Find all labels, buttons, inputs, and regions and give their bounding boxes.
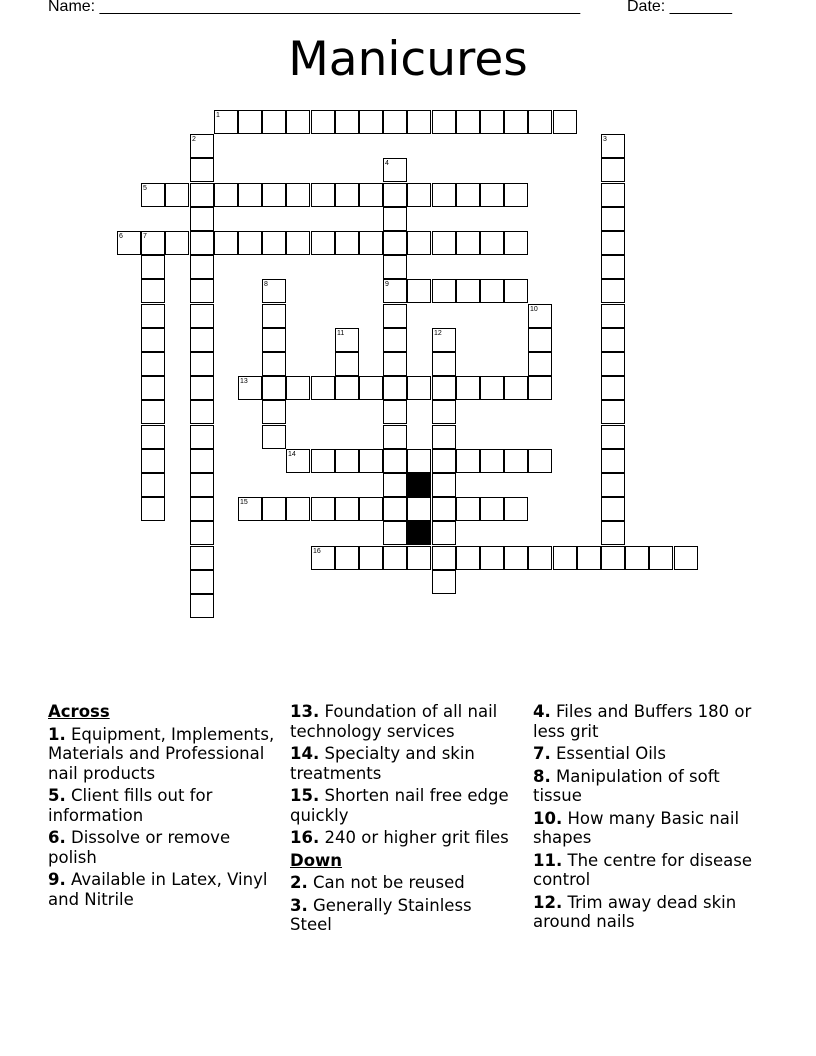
grid-cell[interactable]: [383, 328, 407, 352]
clue-number-label: 11: [337, 330, 345, 337]
grid-cell[interactable]: [432, 231, 456, 255]
grid-cell[interactable]: [601, 231, 625, 255]
grid-cell[interactable]: [359, 376, 383, 400]
grid-cell[interactable]: [262, 400, 286, 424]
grid-cell[interactable]: [383, 231, 407, 255]
clue-down: 12. Trim away dead skin around nails: [533, 892, 737, 931]
grid-cell[interactable]: [383, 521, 407, 545]
clue-across: 5. Client fills out for information: [48, 786, 213, 825]
grid-cell[interactable]: [190, 255, 214, 279]
grid-cell[interactable]: [432, 546, 456, 570]
grid-cell[interactable]: [407, 279, 431, 303]
grid-cell[interactable]: [238, 110, 262, 134]
grid-cell[interactable]: [190, 328, 214, 352]
clue-number-label: 15: [240, 499, 248, 506]
grid-cell[interactable]: [601, 158, 625, 182]
grid-cell[interactable]: [601, 207, 625, 231]
grid-cell[interactable]: [432, 570, 456, 594]
grid-cell[interactable]: [262, 231, 286, 255]
grid-cell[interactable]: [456, 110, 480, 134]
grid-cell[interactable]: [601, 279, 625, 303]
grid-cell[interactable]: [359, 497, 383, 521]
grid-cell[interactable]: [335, 376, 359, 400]
grid-cell[interactable]: [601, 255, 625, 279]
grid-cell[interactable]: [190, 570, 214, 594]
grid-cell[interactable]: [504, 376, 528, 400]
grid-cell[interactable]: [141, 352, 165, 376]
grid-cell[interactable]: [262, 328, 286, 352]
clue-across: 16. 240 or higher grit files: [290, 828, 509, 847]
grid-cell[interactable]: [553, 110, 577, 134]
grid-cell[interactable]: [383, 207, 407, 231]
grid-cell[interactable]: [407, 497, 431, 521]
clue-number-label: 4: [385, 160, 389, 167]
grid-cell[interactable]: [335, 497, 359, 521]
grid-cell[interactable]: [528, 449, 552, 473]
grid-cell[interactable]: [359, 231, 383, 255]
clue-down: 8. Manipulation of soft tissue: [533, 766, 720, 805]
grid-cell[interactable]: [214, 231, 238, 255]
grid-cell[interactable]: [528, 546, 552, 570]
grid-cell[interactable]: [553, 546, 577, 570]
grid-cell[interactable]: [432, 497, 456, 521]
grid-cell[interactable]: [190, 231, 214, 255]
grid-cell[interactable]: [528, 352, 552, 376]
grid-cell[interactable]: [480, 231, 504, 255]
grid-cell[interactable]: [407, 546, 431, 570]
clue-number-label: 3: [603, 136, 607, 143]
grid-cell[interactable]: [480, 183, 504, 207]
grid-cell[interactable]: [190, 158, 214, 182]
black-cell: [407, 473, 431, 497]
grid-cell[interactable]: [432, 376, 456, 400]
grid-cell[interactable]: [456, 376, 480, 400]
grid-cell[interactable]: [190, 473, 214, 497]
grid-cell[interactable]: [432, 521, 456, 545]
grid-cell[interactable]: [190, 594, 214, 618]
clue-across: 15. Shorten nail free edge quickly: [290, 786, 509, 825]
grid-cell[interactable]: [601, 304, 625, 328]
clue-number-label: 8: [264, 281, 268, 288]
clue-number-label: 7: [143, 233, 147, 240]
grid-cell[interactable]: [504, 449, 528, 473]
grid-cell[interactable]: [601, 449, 625, 473]
grid-cell[interactable]: [407, 183, 431, 207]
clue-number-label: 13: [240, 378, 248, 385]
grid-cell[interactable]: [141, 400, 165, 424]
grid-cell[interactable]: [407, 449, 431, 473]
grid-cell[interactable]: [432, 110, 456, 134]
grid-cell[interactable]: [359, 110, 383, 134]
grid-cell[interactable]: [262, 352, 286, 376]
grid-cell[interactable]: [335, 183, 359, 207]
grid-cell[interactable]: [214, 183, 238, 207]
grid-cell[interactable]: [625, 546, 649, 570]
grid-cell[interactable]: [504, 279, 528, 303]
grid-cell[interactable]: [383, 473, 407, 497]
grid-cell[interactable]: [407, 231, 431, 255]
grid-cell[interactable]: [432, 279, 456, 303]
grid-cell[interactable]: [141, 449, 165, 473]
grid-cell[interactable]: [456, 279, 480, 303]
clue-number-label: 1: [216, 112, 220, 119]
clue-number-label: 14: [288, 451, 296, 458]
grid-cell[interactable]: [383, 449, 407, 473]
grid-cell[interactable]: [407, 110, 431, 134]
grid-cell[interactable]: [601, 376, 625, 400]
clue-down: 11. The centre for disease control: [533, 850, 752, 889]
grid-cell[interactable]: [335, 449, 359, 473]
grid-cell[interactable]: [262, 425, 286, 449]
grid-cell[interactable]: [190, 304, 214, 328]
grid-cell[interactable]: [190, 546, 214, 570]
grid-cell[interactable]: [190, 521, 214, 545]
grid-cell[interactable]: [262, 183, 286, 207]
clue-column-2: [290, 702, 515, 938]
grid-cell[interactable]: [311, 110, 335, 134]
grid-cell[interactable]: [383, 183, 407, 207]
grid-cell[interactable]: [480, 546, 504, 570]
grid-cell[interactable]: [649, 546, 673, 570]
clue-across: 14. Specialty and skin treatments: [290, 744, 475, 783]
grid-cell[interactable]: [335, 231, 359, 255]
grid-cell[interactable]: [504, 110, 528, 134]
grid-cell[interactable]: [141, 497, 165, 521]
clue-across: 6. Dissolve or remove polish: [48, 828, 231, 867]
grid-cell[interactable]: [335, 546, 359, 570]
grid-cell[interactable]: [359, 449, 383, 473]
grid-cell[interactable]: [504, 546, 528, 570]
clue-number-label: 9: [385, 281, 389, 288]
grid-cell[interactable]: [165, 231, 189, 255]
name-field-label: Name: ______________________________________________________: [48, 0, 581, 15]
clue-number-label: 10: [530, 306, 538, 313]
grid-cell[interactable]: [601, 473, 625, 497]
down-heading: Down: [290, 850, 343, 870]
grid-cell[interactable]: [141, 376, 165, 400]
grid-cell[interactable]: [190, 376, 214, 400]
grid-cell[interactable]: [456, 546, 480, 570]
grid-cell[interactable]: [383, 255, 407, 279]
clue-column-3: [533, 702, 773, 935]
grid-cell[interactable]: [504, 183, 528, 207]
grid-cell[interactable]: [383, 304, 407, 328]
grid-cell[interactable]: [359, 183, 383, 207]
grid-cell[interactable]: [456, 449, 480, 473]
clue-column-1: [48, 702, 283, 912]
grid-cell[interactable]: [504, 231, 528, 255]
grid-cell[interactable]: [601, 328, 625, 352]
grid-cell[interactable]: [141, 473, 165, 497]
grid-cell[interactable]: [480, 376, 504, 400]
grid-cell[interactable]: [190, 183, 214, 207]
grid-cell[interactable]: [456, 183, 480, 207]
grid-cell[interactable]: [601, 546, 625, 570]
grid-cell[interactable]: [528, 110, 552, 134]
grid-cell[interactable]: [577, 546, 601, 570]
clue-across: 9. Available in Latex, Vinyl and Nitrile: [48, 870, 268, 909]
grid-cell[interactable]: [262, 110, 286, 134]
grid-cell[interactable]: [141, 304, 165, 328]
grid-cell[interactable]: [262, 497, 286, 521]
grid-cell[interactable]: [601, 497, 625, 521]
grid-cell[interactable]: [480, 449, 504, 473]
grid-cell[interactable]: [407, 376, 431, 400]
grid-cell[interactable]: [190, 279, 214, 303]
grid-cell[interactable]: [383, 425, 407, 449]
grid-cell[interactable]: [190, 352, 214, 376]
grid-cell[interactable]: [432, 352, 456, 376]
grid-cell[interactable]: [601, 352, 625, 376]
grid-cell[interactable]: [190, 497, 214, 521]
grid-cell[interactable]: [165, 183, 189, 207]
clue-number-label: 5: [143, 185, 147, 192]
grid-cell[interactable]: [286, 231, 310, 255]
clue-down: 10. How many Basic nail shapes: [533, 808, 740, 847]
grid-cell[interactable]: [335, 352, 359, 376]
grid-cell[interactable]: [141, 425, 165, 449]
clue-across: 13. Foundation of all nail technology services: [290, 702, 498, 741]
grid-cell[interactable]: [601, 521, 625, 545]
clue-down: 4. Files and Buffers 180 or less grit: [533, 702, 752, 741]
grid-cell[interactable]: [601, 400, 625, 424]
grid-cell[interactable]: [601, 425, 625, 449]
grid-cell[interactable]: [262, 376, 286, 400]
clue-number-label: 6: [119, 233, 123, 240]
grid-cell[interactable]: [456, 231, 480, 255]
grid-cell[interactable]: [286, 110, 310, 134]
grid-cell[interactable]: [190, 449, 214, 473]
grid-cell[interactable]: [286, 183, 310, 207]
grid-cell[interactable]: [528, 376, 552, 400]
grid-cell[interactable]: [504, 497, 528, 521]
grid-cell[interactable]: [262, 304, 286, 328]
grid-cell[interactable]: [141, 328, 165, 352]
clue-down: 3. Generally Stainless Steel: [290, 895, 472, 934]
grid-cell[interactable]: [383, 110, 407, 134]
date-field-label: Date: _______: [627, 0, 732, 15]
grid-cell[interactable]: [311, 497, 335, 521]
page-title: Manicures: [288, 32, 528, 87]
grid-cell[interactable]: [141, 255, 165, 279]
grid-cell[interactable]: [141, 279, 165, 303]
grid-cell[interactable]: [190, 425, 214, 449]
grid-cell[interactable]: [383, 400, 407, 424]
grid-cell[interactable]: [190, 400, 214, 424]
across-heading: Across: [48, 702, 110, 721]
grid-cell[interactable]: [286, 497, 310, 521]
grid-cell[interactable]: [432, 425, 456, 449]
grid-cell[interactable]: [311, 449, 335, 473]
grid-cell[interactable]: [480, 110, 504, 134]
grid-cell[interactable]: [432, 183, 456, 207]
clue-down: 2. Can not be reused: [290, 873, 465, 892]
grid-cell[interactable]: [480, 497, 504, 521]
grid-cell[interactable]: [432, 400, 456, 424]
grid-cell[interactable]: [432, 473, 456, 497]
grid-cell[interactable]: [238, 231, 262, 255]
grid-cell[interactable]: [286, 376, 310, 400]
clue-number-label: 16: [313, 548, 321, 555]
grid-cell[interactable]: [528, 328, 552, 352]
grid-cell[interactable]: [311, 376, 335, 400]
grid-cell[interactable]: [456, 497, 480, 521]
grid-cell[interactable]: [359, 546, 383, 570]
grid-cell[interactable]: [674, 546, 698, 570]
clue-number-label: 12: [434, 330, 442, 337]
black-cell: [407, 521, 431, 545]
clue-number-label: 2: [192, 136, 196, 143]
grid-cell[interactable]: [601, 183, 625, 207]
clue-down: 7. Essential Oils: [533, 744, 666, 763]
grid-cell[interactable]: [190, 207, 214, 231]
grid-cell[interactable]: [432, 449, 456, 473]
grid-cell[interactable]: [335, 110, 359, 134]
grid-cell[interactable]: [480, 279, 504, 303]
grid-cell[interactable]: [383, 352, 407, 376]
grid-cell[interactable]: [311, 183, 335, 207]
grid-cell[interactable]: [238, 183, 262, 207]
grid-cell[interactable]: [383, 546, 407, 570]
grid-cell[interactable]: [311, 231, 335, 255]
clue-across: 1. Equipment, Implements, Materials and Professional nail products: [48, 724, 275, 783]
grid-cell[interactable]: [383, 376, 407, 400]
grid-cell[interactable]: [383, 497, 407, 521]
